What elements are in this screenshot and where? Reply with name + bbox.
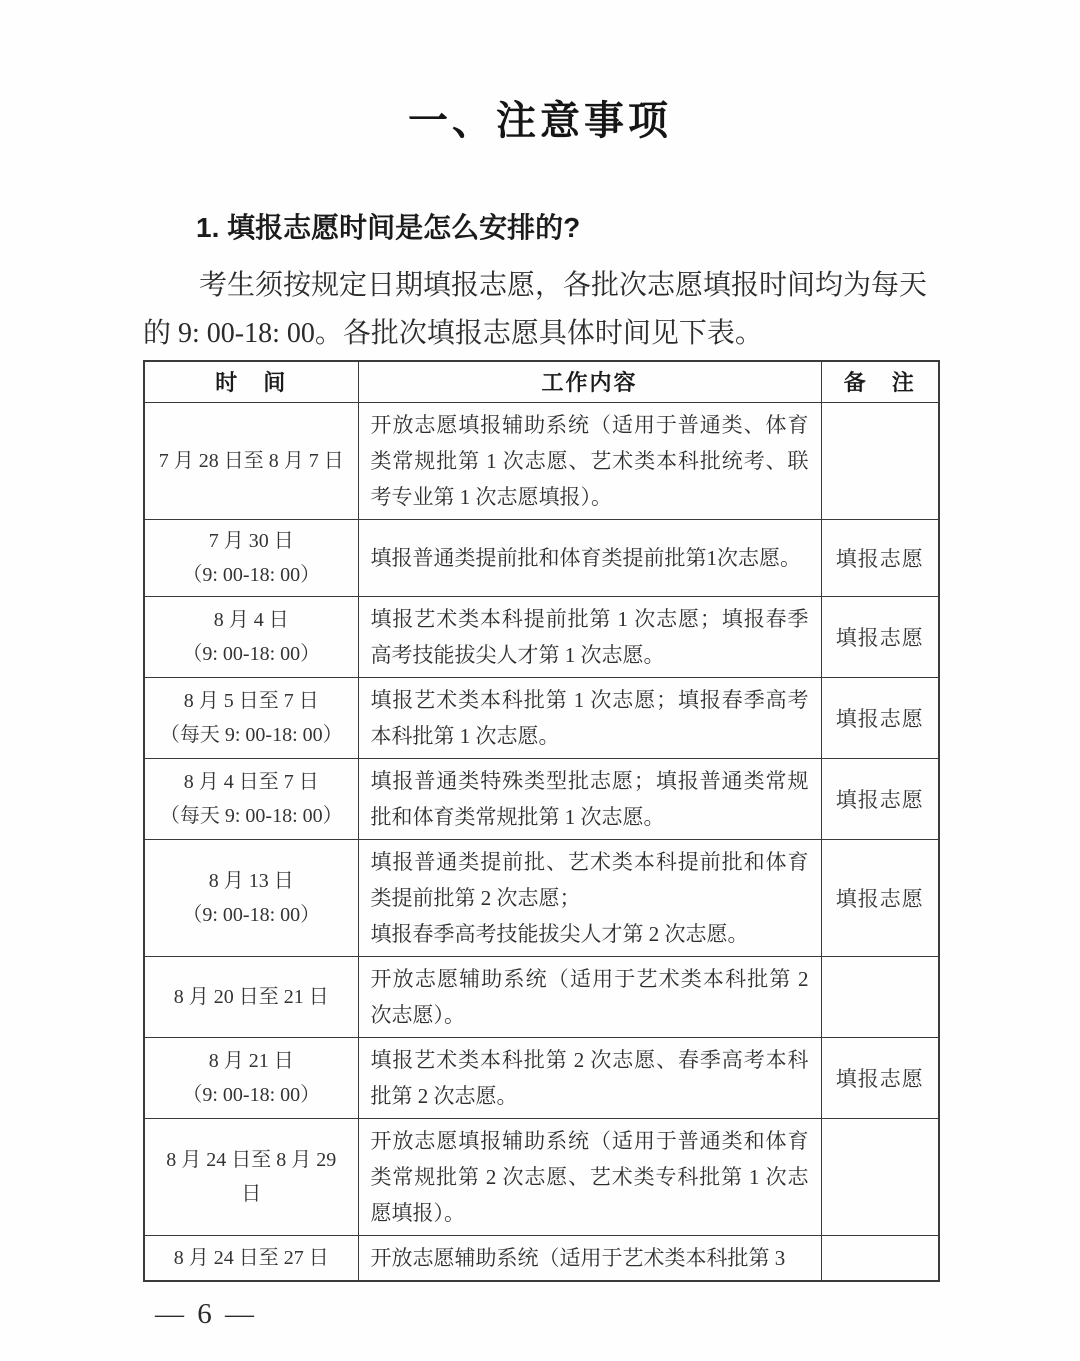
work-line: 开放志愿填报辅助系统（适用于普通类、体育类常规批第 1 次志愿、艺术类本科批统考、联考专业第 1 次志愿填报）。 [370,412,809,509]
schedule-table [143,360,940,1282]
work-cell [358,1118,821,1235]
work-line: 填报普通类提前批、艺术类本科提前批和体育类提前批第 2 次志愿； [370,849,809,910]
table-row [144,1037,939,1118]
work-cell [358,596,821,677]
section-heading: 1. 填报志愿时间是怎么安排的? [196,212,581,243]
time-cell [144,519,358,596]
work-line: 开放志愿辅助系统（适用于艺术类本科批第 3 [370,1245,786,1270]
work-line: 填报艺术类本科批第 1 次志愿；填报春季高考本科批第 1 次志愿。 [370,687,809,748]
time-line: 8 月 4 日 [213,608,289,631]
table-row [144,839,939,956]
table-row [144,677,939,758]
column-header-time: 时 间 [144,361,358,402]
time-cell [144,1037,358,1118]
page-number: — 6 — [155,1297,257,1330]
work-cell [358,677,821,758]
work-cell [358,402,821,519]
time-line: 7 月 28 日至 8 月 7 日 [158,449,344,472]
table-row [144,956,939,1037]
time-cell [144,839,358,956]
remark-cell: 填报志愿 [821,758,939,839]
work-line: 开放志愿辅助系统（适用于艺术类本科批第 2 次志愿）。 [370,966,809,1027]
time-cell [144,1235,358,1281]
column-header-work: 工作内容 [358,361,821,402]
time-line: （9: 00-18: 00） [182,563,321,586]
column-header-remark: 备 注 [821,361,939,402]
remark-cell: 填报志愿 [821,677,939,758]
remark-cell: 填报志愿 [821,839,939,956]
time-cell [144,596,358,677]
time-line: 8 月 4 日至 7 日 [183,770,319,793]
remark-cell [821,956,939,1037]
table-row [144,402,939,519]
remark-cell [821,1118,939,1235]
work-line: 填报普通类特殊类型批志愿；填报普通类常规批和体育类常规批第 1 次志愿。 [370,768,809,829]
time-line: 8 月 13 日 [208,869,294,892]
time-line: 8 月 24 日至 27 日 [173,1246,329,1269]
table-row [144,758,939,839]
intro-paragraph [143,262,938,358]
table-header-row [144,361,939,402]
work-line: 填报春季高考技能拔尖人才第 2 次志愿。 [370,921,749,946]
table-row [144,519,939,596]
work-cell [358,519,821,596]
time-cell [144,758,358,839]
time-cell [144,1118,358,1235]
time-line: （每天 9: 00-18: 00） [159,723,343,746]
table-row [144,596,939,677]
paragraph-line-1: 考生须按规定日期填报志愿，各批次志愿填报时间均为每天 [199,270,928,301]
time-line: 8 月 5 日至 7 日 [183,689,319,712]
work-line: 开放志愿填报辅助系统（适用于普通类和体育类常规批第 2 次志愿、艺术类专科批第 1 次志愿填报）。 [370,1128,809,1225]
table-row [144,1235,939,1281]
work-line: 填报艺术类本科批第 2 次志愿、春季高考本科批第 2 次志愿。 [370,1047,809,1108]
time-line: 8 月 21 日 [208,1049,294,1072]
work-cell [358,839,821,956]
remark-cell [821,402,939,519]
time-line: 8 月 20 日至 21 日 [173,985,329,1008]
work-cell [358,1037,821,1118]
time-line: （9: 00-18: 00） [182,642,321,665]
work-cell [358,956,821,1037]
time-cell [144,402,358,519]
work-cell [358,1235,821,1281]
work-line: 填报艺术类本科提前批第 1 次志愿；填报春季高考技能拔尖人才第 1 次志愿。 [370,606,809,667]
remark-cell: 填报志愿 [821,519,939,596]
time-cell [144,956,358,1037]
table-row [144,1118,939,1235]
time-line: （9: 00-18: 00） [182,1083,321,1106]
remark-cell: 填报志愿 [821,1037,939,1118]
time-line: （每天 9: 00-18: 00） [159,804,343,827]
time-line: （9: 00-18: 00） [182,903,321,926]
page-content [143,210,938,1282]
time-line: 7 月 30 日 [208,529,294,552]
time-line: 8 月 24 日至 8 月 29 日 [166,1148,337,1205]
page-title: 一、注意事项 [408,99,672,143]
remark-cell [821,1235,939,1281]
remark-cell: 填报志愿 [821,596,939,677]
paragraph-line-2: 的 9: 00-18: 00。各批次填报志愿具体时间见下表。 [143,318,763,349]
work-line: 填报普通类提前批和体育类提前批第1次志愿。 [370,545,801,570]
time-cell [144,677,358,758]
work-cell [358,758,821,839]
